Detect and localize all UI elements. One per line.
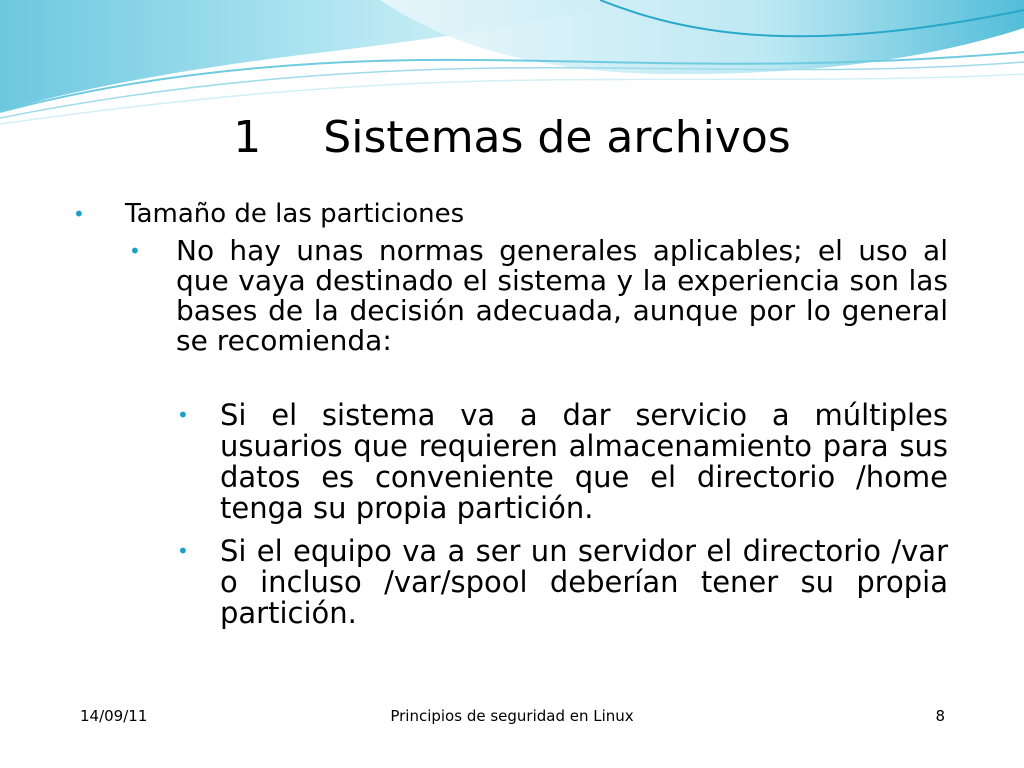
bullet-text: Si el equipo va a ser un servidor el directorio /var o incluso /var/spool deberían tener su propia partición. bbox=[220, 534, 948, 630]
bullet-icon: • bbox=[129, 239, 141, 263]
slide-title-text: Sistemas de archivos bbox=[323, 112, 791, 163]
footer-page-number: 8 bbox=[935, 707, 945, 725]
footer-date: 14/09/11 bbox=[80, 707, 148, 725]
slide-title bbox=[0, 110, 1024, 166]
bullet-level2 bbox=[129, 234, 948, 357]
bullet-text: Si el sistema va a dar servicio a múltiples usuarios que requieren almacenamiento para sus datos es conveniente que el directorio /home tenga su propia partición. bbox=[220, 398, 948, 525]
bullet-level1 bbox=[72, 198, 952, 230]
bullet-icon: • bbox=[73, 202, 85, 226]
bullet-icon: • bbox=[177, 403, 189, 427]
bullet-text: Tamaño de las particiones bbox=[125, 199, 465, 229]
slide-title-number: 1 bbox=[233, 112, 262, 163]
footer-title: Principios de seguridad en Linux bbox=[390, 707, 634, 725]
bullet-icon: • bbox=[177, 539, 189, 563]
bullet-text: No hay unas normas generales aplicables; el uso al que vaya destinado el sistema y la experiencia son las bases de la decisión adecuada, aunque por lo general se recomienda: bbox=[176, 234, 948, 357]
bullet-item bbox=[72, 198, 952, 230]
bullet-item bbox=[177, 398, 948, 525]
bullet-item bbox=[177, 534, 948, 630]
bullet-level3-list bbox=[177, 398, 948, 630]
